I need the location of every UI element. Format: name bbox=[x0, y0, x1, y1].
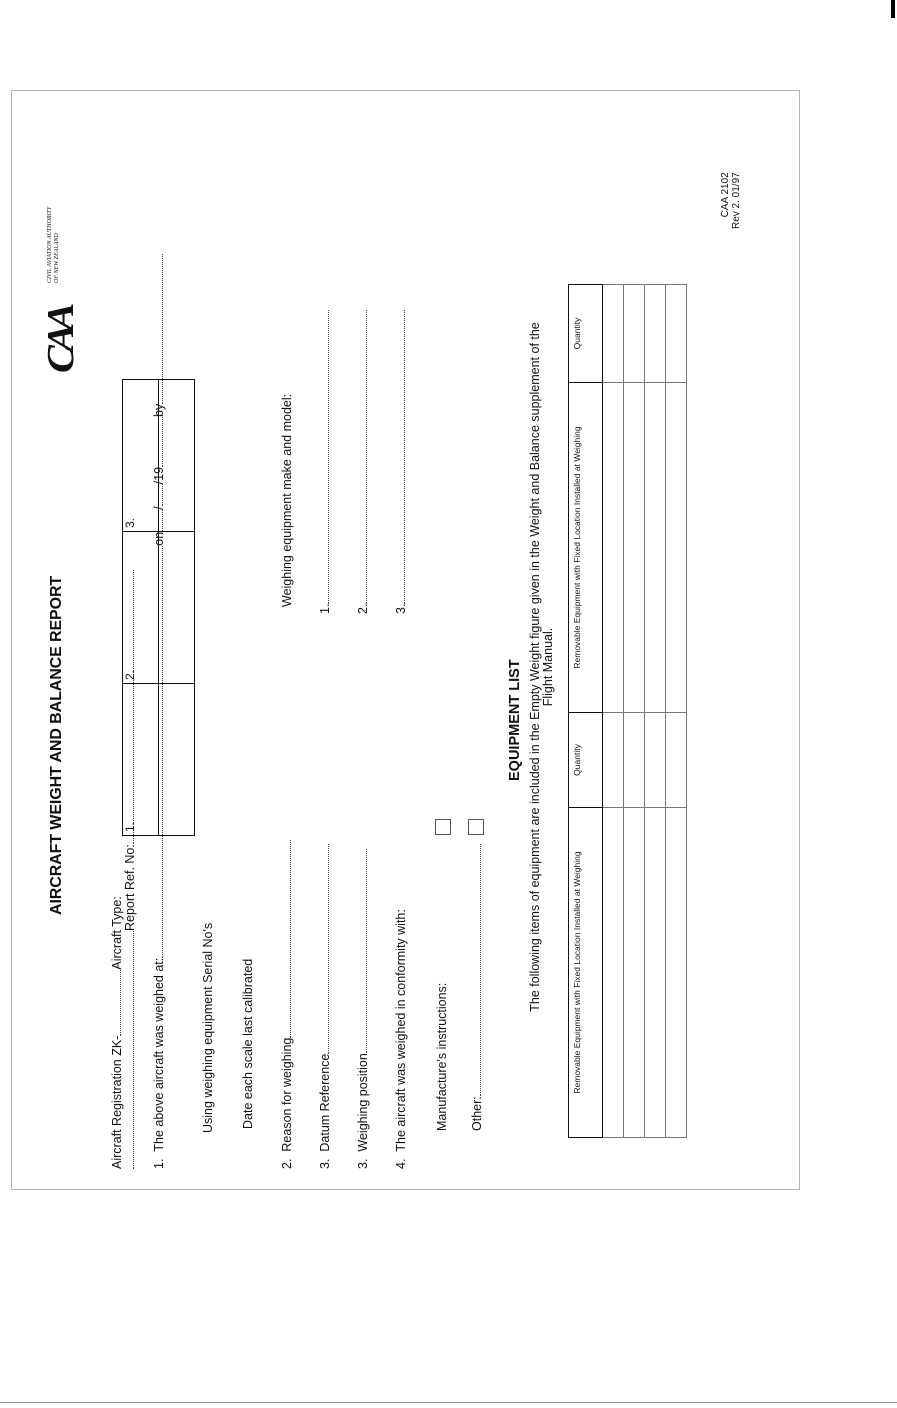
document-page bbox=[11, 90, 800, 1190]
corner-mark bbox=[891, 0, 895, 18]
registration-field[interactable]: Aircraft Registration ZK-Aircraft Type: bbox=[110, 896, 124, 1169]
scale-serial-3[interactable]: 3. bbox=[123, 380, 159, 532]
equipment-table-header bbox=[569, 285, 603, 1138]
equipment-header-1: Removable Equipment with Fixed Location Installed at Weighing bbox=[569, 808, 603, 1138]
conformity-label: 4. The aircraft was weighed in conformity with: bbox=[394, 909, 408, 1169]
equipment-make-line-1[interactable]: 1. bbox=[318, 310, 332, 614]
calibration-date-label: Date each scale last calibrated bbox=[241, 958, 255, 1129]
report-title: AIRCRAFT WEIGHT AND BALANCE REPORT bbox=[48, 575, 65, 915]
equipment-make-line-3[interactable]: 3. bbox=[394, 310, 408, 614]
reason-field[interactable]: 2. Reason for weighing bbox=[280, 840, 294, 1169]
scale-serial-1[interactable]: 1. bbox=[123, 684, 159, 836]
table-row bbox=[666, 285, 687, 1138]
scales-table bbox=[122, 379, 195, 836]
other-field[interactable]: Other: bbox=[470, 844, 484, 1131]
caa-logo bbox=[40, 206, 87, 373]
caa-logo-mark: CAA bbox=[40, 309, 82, 373]
authority-name: CIVIL AVIATION AUTHORITY OF NEW ZEALAND bbox=[47, 206, 60, 283]
scale-serial-2[interactable]: 2. bbox=[123, 532, 159, 684]
bottom-rule bbox=[0, 1402, 897, 1403]
weighed-at-field[interactable]: 1. The above aircraft was weighed at:on//19by bbox=[152, 254, 166, 1169]
scale-calibration-3[interactable] bbox=[159, 380, 195, 532]
report-ref-field[interactable]: Report Ref. No: bbox=[123, 570, 137, 1169]
manufacturer-instructions-checkbox[interactable] bbox=[435, 819, 451, 835]
serial-numbers-label: Using weighing equipment Serial No's bbox=[201, 922, 215, 1133]
weighing-position-field[interactable]: 3. Weighing position bbox=[356, 849, 370, 1169]
quantity-header-1: Quantity bbox=[569, 713, 603, 808]
rotated-form bbox=[12, 91, 800, 1190]
other-checkbox[interactable] bbox=[468, 819, 484, 835]
scale-calibration-2[interactable] bbox=[159, 532, 195, 684]
scale-calibration-1[interactable] bbox=[159, 684, 195, 836]
equipment-header-2: Removable Equipment with Fixed Location Installed at Weighing bbox=[569, 383, 603, 713]
table-row bbox=[624, 285, 645, 1138]
datum-reference-field[interactable]: 3. Datum Reference bbox=[318, 844, 332, 1169]
equipment-table bbox=[568, 284, 687, 1138]
equipment-make-line-2[interactable]: 2. bbox=[356, 310, 370, 614]
equipment-list-intro: The following items of equipment are included in the Empty Weight figure given in the Weight and Balance supplement of the Flight Manual. bbox=[528, 322, 555, 1012]
equipment-list-title: EQUIPMENT LIST bbox=[507, 659, 523, 781]
manufacturer-instructions-label: Manufacture's instructions: bbox=[435, 982, 449, 1131]
table-row bbox=[645, 285, 666, 1138]
weighing-equipment-make-label: Weighing equipment make and model: bbox=[280, 393, 294, 607]
table-row bbox=[603, 285, 624, 1138]
form-reference: CAA 2102 Rev 2. 01/97 bbox=[720, 172, 742, 229]
quantity-header-2: Quantity bbox=[569, 285, 603, 383]
